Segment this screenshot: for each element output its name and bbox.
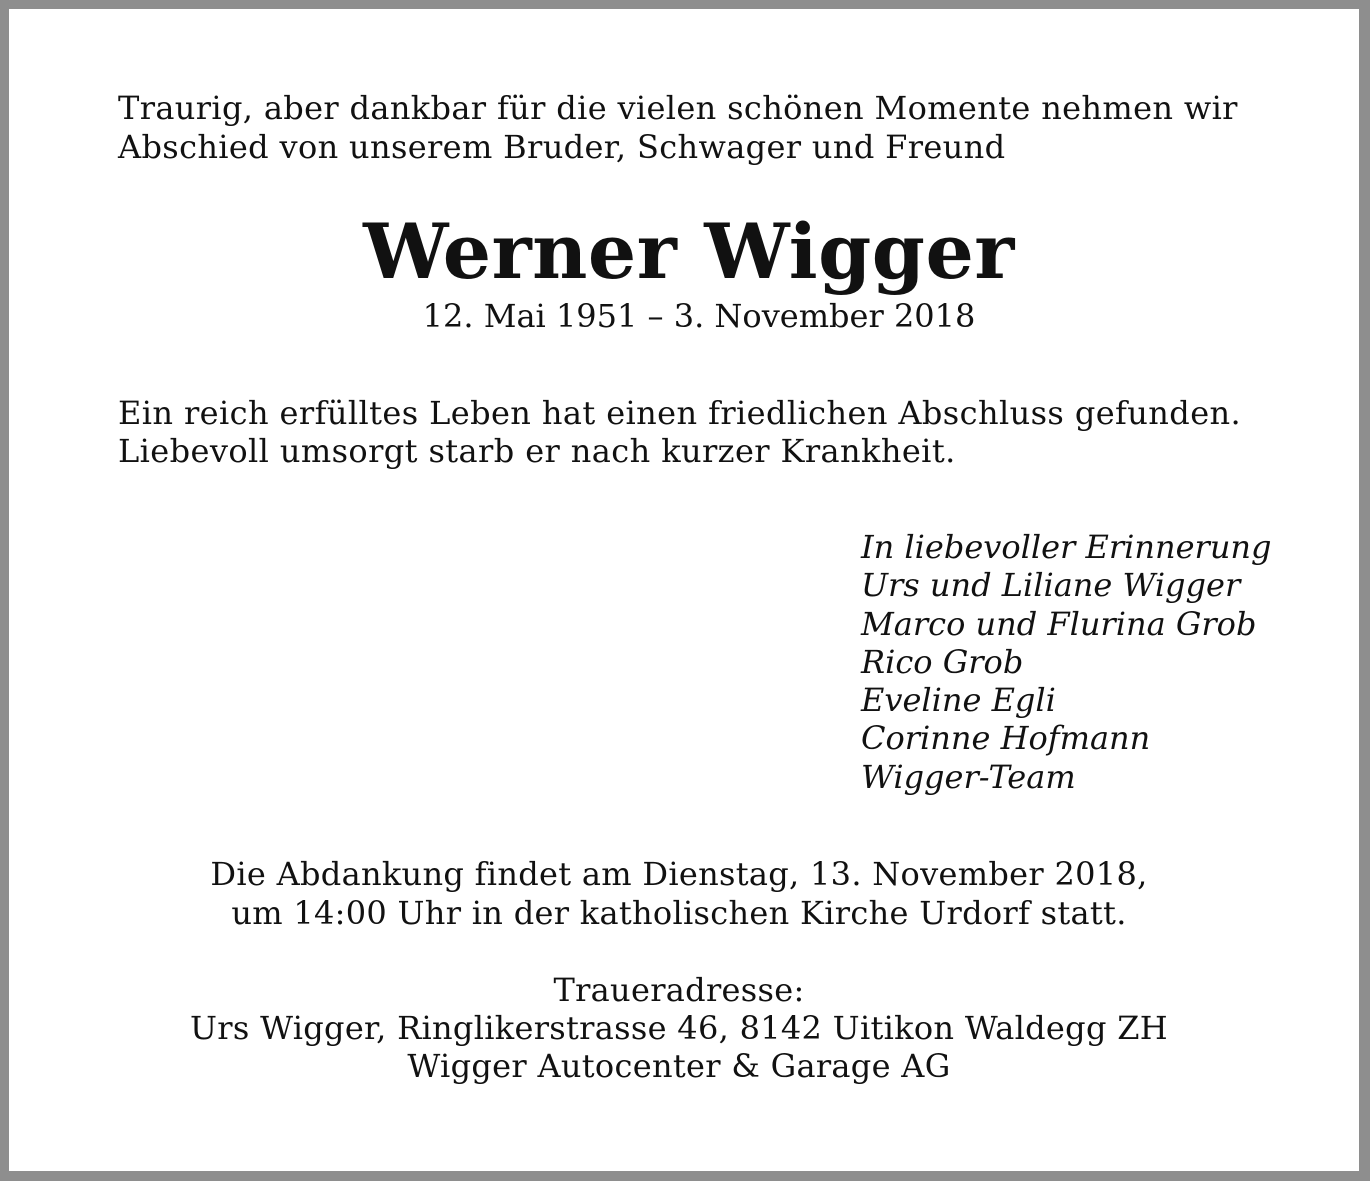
mourner-name: Marco und Flurina Grob	[861, 604, 1257, 643]
service-line-1: Die Abdankung findet am Dienstag, 13. November 2018,	[210, 855, 1148, 893]
mourning-address	[9, 971, 1349, 1085]
mourners-heading: In liebevoller Erinnerung	[861, 528, 1272, 566]
service-line-2: um 14:00 Uhr in der katholischen Kirche Urdorf statt.	[231, 894, 1127, 932]
mourner-name: Rico Grob	[861, 642, 1024, 681]
mourner-name: Corinne Hofmann	[861, 719, 1151, 758]
mourners-list	[861, 528, 1341, 796]
story-line-2: Liebevoll umsorgt starb er nach kurzer Krankheit.	[118, 432, 956, 470]
life-dates: 12. Mai 1951 – 3. November 2018	[422, 297, 976, 335]
address-line-1: Urs Wigger, Ringlikerstrasse 46, 8142 Uitikon Waldegg ZH	[190, 1009, 1168, 1047]
deceased-name: Werner Wigger	[363, 207, 1015, 296]
address-line-2: Wigger Autocenter & Garage AG	[407, 1047, 951, 1085]
intro-line-1: Traurig, aber dankbar für die vielen schönen Momente nehmen wir	[118, 89, 1238, 127]
story-line-1: Ein reich erfülltes Leben hat einen friedlichen Abschluss gefunden.	[118, 394, 1242, 432]
mourner-name: Wigger-Team	[861, 757, 1076, 796]
service-info	[9, 855, 1349, 933]
intro-line-2: Abschied von unserem Bruder, Schwager und Freund	[118, 128, 1006, 166]
address-heading: Traueradresse:	[553, 971, 805, 1009]
mourner-name: Urs und Liliane Wigger	[861, 566, 1241, 605]
story-text	[118, 394, 1318, 470]
intro-text	[118, 89, 1318, 167]
obituary-notice	[9, 9, 1359, 1171]
mourner-name: Eveline Egli	[861, 681, 1056, 720]
